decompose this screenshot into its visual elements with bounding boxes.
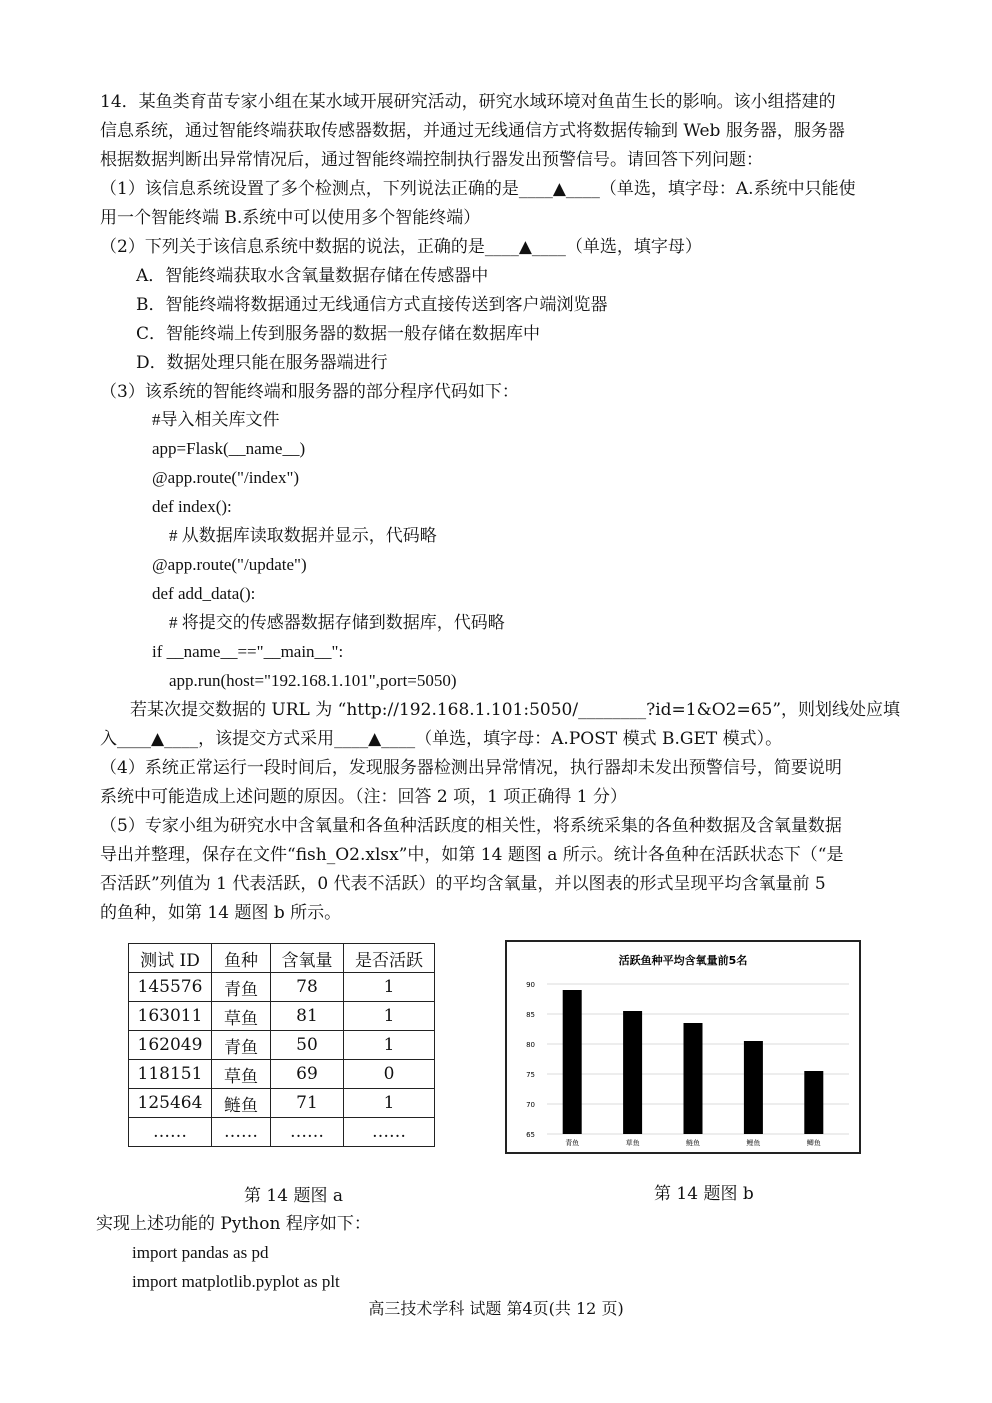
table-cell: 125464 xyxy=(129,1089,212,1118)
part-4-line-2: 系统中可能造成上述问题的原因。（注：回答 2 项，1 项正确得 1 分） xyxy=(100,787,627,807)
table-cell: 鲢鱼 xyxy=(212,1089,271,1118)
y-tick-label: 85 xyxy=(526,1011,535,1019)
intro-line-3: 根据数据判断出异常情况后，通过智能终端控制执行器发出预警信号。请回答下列问题： xyxy=(100,150,763,170)
table-cell: 1 xyxy=(344,1031,435,1060)
table-header: 鱼种 xyxy=(212,944,271,973)
table-row xyxy=(129,1031,435,1060)
table-cell: 78 xyxy=(271,973,344,1002)
table-header: 含氧量 xyxy=(271,944,344,973)
code-line: def add_data(): xyxy=(152,584,256,603)
table-cell: 0 xyxy=(344,1060,435,1089)
part-5-line-4: 的鱼种，如第 14 题图 b 所示。 xyxy=(100,903,342,923)
chart-y-ticks xyxy=(526,981,535,1139)
intro-line-2: 信息系统，通过智能终端获取传感器数据，并通过无线通信方式将数据传输到 Web 服务器，服务器 xyxy=(100,121,845,141)
table-cell: 163011 xyxy=(129,1002,212,1031)
table-cell: …… xyxy=(129,1118,212,1147)
chart-bars xyxy=(563,990,824,1134)
table-row xyxy=(129,1118,435,1147)
caption-figure-b: 第 14 题图 b xyxy=(654,1184,754,1204)
code-line: app=Flask(__name__) xyxy=(152,439,306,458)
table-cell: …… xyxy=(271,1118,344,1147)
code-line: # 从数据库读取数据并显示，代码略 xyxy=(152,526,437,545)
code-line: # 将提交的传感器数据存储到数据库，代码略 xyxy=(152,613,505,632)
code-line: @app.route("/update") xyxy=(152,555,307,574)
code-line: def index(): xyxy=(152,497,232,516)
bar-chart xyxy=(507,942,859,1152)
code-line: #导入相关库文件 xyxy=(152,410,280,429)
caption-figure-a: 第 14 题图 a xyxy=(244,1186,343,1206)
table-cell: 71 xyxy=(271,1089,344,1118)
chart-title: 活跃鱼种平均含氧量前5名 xyxy=(618,954,748,967)
part-2-stem: （2）下列关于该信息系统中数据的说法，正确的是____▲____（单选，填字母） xyxy=(100,237,702,257)
y-tick-label: 90 xyxy=(526,981,535,989)
bar-chart-frame xyxy=(505,940,861,1154)
table-cell: 1 xyxy=(344,973,435,1002)
table-row xyxy=(129,973,435,1002)
table-header: 测试 ID xyxy=(129,944,212,973)
table-cell: 145576 xyxy=(129,973,212,1002)
table-cell: 50 xyxy=(271,1031,344,1060)
option-d: D．数据处理只能在服务器端进行 xyxy=(136,353,388,373)
table-cell: 81 xyxy=(271,1002,344,1031)
part-3-stem: （3）该系统的智能终端和服务器的部分程序代码如下： xyxy=(100,382,519,402)
y-tick-label: 65 xyxy=(526,1131,535,1139)
bar xyxy=(623,1011,642,1134)
table-cell: …… xyxy=(344,1118,435,1147)
y-tick-label: 80 xyxy=(526,1041,535,1049)
option-a: A．智能终端获取水含氧量数据存储在传感器中 xyxy=(136,266,489,286)
fish-data-table xyxy=(128,943,435,1147)
part-1-line-1: （1）该信息系统设置了多个检测点，下列说法正确的是____▲____（单选，填字母：A.系统中只能使 xyxy=(100,179,856,199)
x-tick-label: 鲫鱼 xyxy=(806,1139,821,1147)
table-cell: 草鱼 xyxy=(212,1060,271,1089)
x-tick-label: 鲤鱼 xyxy=(746,1139,761,1147)
table-cell: 青鱼 xyxy=(212,1031,271,1060)
code-line: import pandas as pd xyxy=(132,1243,269,1262)
table-cell: …… xyxy=(212,1118,271,1147)
part-3-tail-1: 若某次提交数据的 URL 为 “http://192.168.1.101:5050/________?id=1&O2=65”，则划线处应填 xyxy=(130,700,901,720)
bar xyxy=(563,990,582,1134)
y-tick-label: 70 xyxy=(526,1101,535,1109)
table-row xyxy=(129,1089,435,1118)
code-line: @app.route("/index") xyxy=(152,468,300,487)
table-cell: 1 xyxy=(344,1089,435,1118)
part-3-tail-2: 入____▲____，该提交方式采用____▲____（单选，填字母：A.POST 模式 B.GET 模式）。 xyxy=(100,729,783,749)
x-tick-label: 青鱼 xyxy=(565,1139,580,1147)
x-tick-label: 鲢鱼 xyxy=(686,1139,700,1147)
option-b: B．智能终端将数据通过无线通信方式直接传送到客户端浏览器 xyxy=(136,295,608,315)
program-intro: 实现上述功能的 Python 程序如下： xyxy=(96,1214,371,1234)
part-5-line-3: 否活跃”列值为 1 代表活跃，0 代表不活跃）的平均含氧量，并以图表的形式呈现平均含氧量前 5 xyxy=(100,874,826,894)
code-line: app.run(host="192.168.1.101",port=5050) xyxy=(152,671,457,690)
bar xyxy=(684,1023,703,1134)
table-row xyxy=(129,1002,435,1031)
bar xyxy=(744,1041,763,1134)
table-cell: 草鱼 xyxy=(212,1002,271,1031)
y-tick-label: 75 xyxy=(526,1071,535,1079)
code-line: if __name__=="__main__": xyxy=(152,642,344,661)
table-header: 是否活跃 xyxy=(344,944,435,973)
table-cell: 1 xyxy=(344,1002,435,1031)
table-cell: 青鱼 xyxy=(212,973,271,1002)
table-row xyxy=(129,1060,435,1089)
part-5-line-1: （5）专家小组为研究水中含氧量和各鱼种活跃度的相关性，将系统采集的各鱼种数据及含氧量数据 xyxy=(100,816,842,836)
part-4-line-1: （4）系统正常运行一段时间后，发现服务器检测出异常情况，执行器却未发出预警信号，简要说明 xyxy=(100,758,842,778)
bar xyxy=(804,1071,823,1134)
chart-x-labels xyxy=(565,1138,821,1147)
table-cell: 69 xyxy=(271,1060,344,1089)
table-header-row xyxy=(129,944,435,973)
table-cell: 118151 xyxy=(129,1060,212,1089)
x-tick-label: 草鱼 xyxy=(625,1139,640,1147)
page-footer: 高三技术学科 试题 第4页(共 12 页) xyxy=(368,1299,624,1318)
part-1-line-2: 用一个智能终端 B.系统中可以使用多个智能终端） xyxy=(100,208,481,228)
option-c: C．智能终端上传到服务器的数据一般存储在数据库中 xyxy=(136,324,541,344)
table-cell: 162049 xyxy=(129,1031,212,1060)
code-line: import matplotlib.pyplot as plt xyxy=(132,1272,340,1291)
intro-line-1: 14．某鱼类育苗专家小组在某水域开展研究活动，研究水域环境对鱼苗生长的影响。该小组搭建的 xyxy=(100,92,836,112)
part-5-line-2: 导出并整理，保存在文件“fish_O2.xlsx”中，如第 14 题图 a 所示。统计各鱼种在活跃状态下（“是 xyxy=(100,845,844,865)
